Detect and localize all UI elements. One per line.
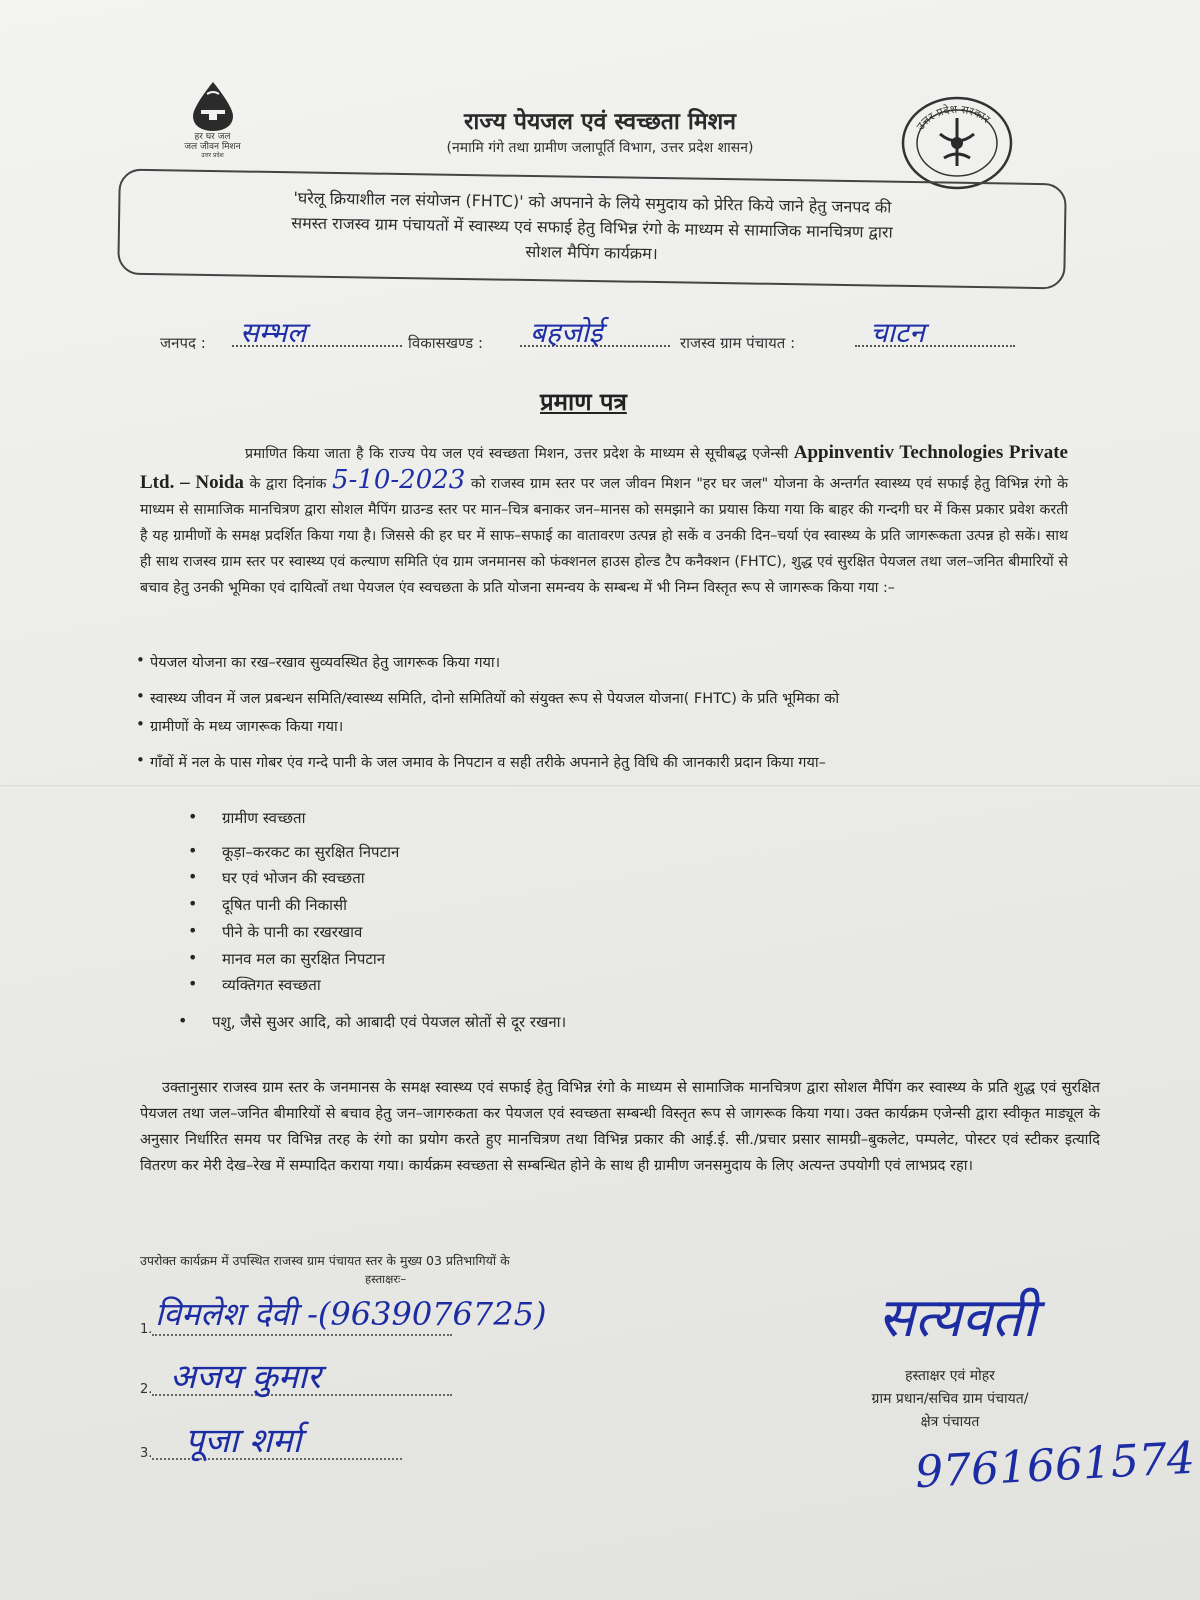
- para1-start: प्रमाणित किया जाता है कि राज्य पेय जल एवं स्वच्छता मिशन, उत्तर प्रदेश के माध्यम से सूचीबद्ध एजेन्सी: [245, 446, 789, 462]
- participant-signature: विमलेश देवी -(9639076725): [155, 1295, 547, 1333]
- organization-title: राज्य पेयजल एवं स्वच्छता मिशन: [464, 109, 736, 135]
- sub-list-item: • व्यक्तिगत स्वच्छता: [222, 975, 321, 995]
- bullet-item: • स्वास्थ्य जीवन में जल प्रबन्धन समिति/स्वास्थ्य समिति, दोनो समितियों को संयुक्त रूप से पेयजल योजना( FHTC) के प्रति भूमिका को: [150, 688, 839, 708]
- program-date: 5-10-2023: [331, 465, 466, 495]
- pradhan-signature: सत्यवती: [878, 1286, 1037, 1349]
- bullet-continuation: [150, 716, 343, 736]
- stamp-line-3: क्षेत्र पंचायत: [920, 1414, 980, 1430]
- participant-signature: पूजा शर्मा: [185, 1421, 302, 1461]
- bullet-item: • गाँवों में नल के पास गोबर एंव गन्दे पानी के जल जमाव के निपटान व सही तरीके अपनाने हेतु विधि की जानकारी प्रदान किया गया–: [150, 752, 826, 772]
- sub-list-item: • दूषित पानी की निकासी: [222, 895, 347, 915]
- sub-list-item: • पीने के पानी का रखरखाव: [222, 922, 362, 942]
- participant-number: 3.: [140, 1446, 153, 1461]
- har-ghar-jal-logo: [165, 80, 260, 160]
- stamp-line-1: हस्ताक्षर एवं मोहर: [905, 1368, 995, 1384]
- logo-line-1: हर घर जल: [194, 132, 231, 142]
- banner-line-3: सोशल मैपिंग कार्यक्रम।: [525, 241, 658, 264]
- sub-list-item: • पशु, जैसे सुअर आदि, को आबादी एवं पेयजल स्रोतों से दूर रखना।: [212, 1012, 566, 1032]
- signature-label: हस्ताक्षरः–: [365, 1272, 407, 1286]
- program-banner: [117, 169, 1067, 290]
- sub-list-item: • मानव मल का सुरक्षित निपटान: [222, 949, 385, 969]
- participant-signature: अजय कुमार: [170, 1357, 321, 1397]
- banner-line-2: समस्त राजस्व ग्राम पंचायतों में स्वास्थ्य एवं सफाई हेतु विभिन्न रंगो के माध्यम से सामाजिक मानचित्रण द्वारा: [291, 213, 893, 242]
- logo-line-2: जल जीवन मिशन: [184, 142, 241, 152]
- bullet-continuation-text: ग्रामीणों के मध्य जागरूक किया गया।: [150, 719, 344, 735]
- bullet-item: • पेयजल योजना का रख–रखाव सुव्यवस्थित हेतु जागरूक किया गया।: [150, 652, 500, 672]
- sub-list-item: • कूड़ा–करकट का सुरक्षित निपटान: [222, 842, 399, 862]
- stamp-line-2: ग्राम प्रधान/सचिव ग्राम पंचायत/: [871, 1391, 1029, 1407]
- sub-list-item: • घर एवं भोजन की स्वच्छता: [222, 868, 365, 888]
- sub-list-item: • ग्रामीण स्वच्छता: [222, 808, 305, 828]
- participant-number: 1.: [140, 1322, 153, 1337]
- district-value: सम्भल: [240, 316, 306, 349]
- paper-fold: [0, 785, 1200, 788]
- emblem-text: उत्तर प्रदेश सरकार: [913, 102, 993, 133]
- block-value: बहजोई: [530, 316, 603, 349]
- participants-intro: उपरोक्त कार्यक्रम में उपस्थित राजस्व ग्राम पंचायत स्तर के मुख्य 03 प्रतिभागियों के: [140, 1253, 510, 1268]
- participant-number: 2.: [140, 1382, 153, 1397]
- district-label: जनपद :: [160, 334, 206, 352]
- certificate-paragraph-2: उक्तानुसार राजस्व ग्राम स्तर के जनमानस के समक्ष स्वास्थ्य एवं सफाई हेतु विभिन्न रंगो के माध्यम से सामाजिक मानचित्रण द्वारा सोशल मैपिंग कर स्वास्थ्य के प्रति शुद्ध एवं सुरक्षित पेयजल तथा जल–जनित बीमारियों से बचाव हेतु जन–जागरुकता कर पेयजल एवं स्वच्छता सम्बन्धी विस्तृत रूप से जागरूक किया गया। उक्त कार्यक्रम एजेन्सी द्वारा स्वीकृत माड्यूल के अनुसार निर्धारित समय पर विभिन्न तरह के रंगो का प्रयोग करते हुए मानचित्रण तथा विभिन्न प्रकार की आई.ई. सी./प्रचार प्रसार सामग्री–बुकलेट, पम्पलेट, पोस्टर एवं स्टीकर इत्यादि वितरण कर मेरी देख–रेख में सम्पादित कराया गया। कार्यक्रम स्वच्छता से सम्बन्धित होने के साथ ही ग्रामीण जनसमुदाय के लिए अत्यन्त उपयोगी एवं लाभप्रद रहा।: [140, 1079, 1100, 1174]
- para1-mid: के द्वारा दिनांक: [249, 476, 327, 492]
- block-label: विकासखण्ड :: [408, 334, 484, 352]
- location-fields: [160, 316, 1040, 365]
- banner-line-1: 'घरेलू क्रियाशील नल संयोजन (FHTC)' को अपनाने के लिये समुदाय को प्रेरित किये जाने हेतु जनपद की: [293, 188, 892, 217]
- up-government-emblem: [900, 96, 1015, 191]
- logo-line-3: उत्तर प्रदेश: [201, 152, 224, 159]
- para1-rest: को राजस्व ग्राम स्तर पर जल जीवन मिशन "हर घर जल" योजना के अन्तर्गत स्वास्थ्य एवं सफाई हेतु विभिन्न रंगो के माध्यम से सामाजिक मानचित्रण द्वारा सोशल मैपिंग ग्राउन्ड स्तर पर मान–चित्र बनाकर जन–मानस को समझाने का प्रयास किया गया कि बाहर की गन्दगी घर में किस प्रकार प्रवेश करती है यह ग्रामीणों के समक्ष प्रदर्शित किया गया है। जिससे की हर घर में साफ–सफाई का वातावरण उत्पन्न हो सकें व उनकी दिन–चर्या एंव स्वास्थ्य के प्रति जागरूकता उत्पन्न हो सकें। साथ ही साथ राजस्व ग्राम स्तर पर स्वास्थ्य एवं कल्याण समिति एंव ग्राम जनमानस को फंक्शनल हाउस होल्ड टैप कनैक्शन (FHTC), शुद्ध एवं सुरक्षित पेयजल तथा जल–जनित बीमारियों से बचाव हेतु उनकी भूमिका एवं दायित्वों तथा पेयजल एंव स्वचछता के प्रति योजना समन्वय के सम्बन्ध में भी निम्न विस्तृत रूप से जागरूक किया गया :–: [140, 476, 1068, 596]
- water-drop-icon: [187, 80, 239, 132]
- panchayat-value: चाटन: [870, 316, 925, 349]
- organization-subtitle: (नमामि गंगे तथा ग्रामीण जलापूर्ति विभाग, उत्तर प्रदेश शासन): [446, 140, 754, 156]
- pradhan-phone: 9761661574: [913, 1432, 1197, 1499]
- panchayat-label: राजस्व ग्राम पंचायत :: [680, 334, 796, 352]
- stamp-caption: [800, 1365, 1100, 1434]
- certificate-paragraph-1: [140, 440, 1068, 601]
- agency-name: Appinventiv Technologies Private Ltd. – Noida: [140, 442, 1068, 493]
- certificate-heading: प्रमाण पत्र: [540, 388, 627, 416]
